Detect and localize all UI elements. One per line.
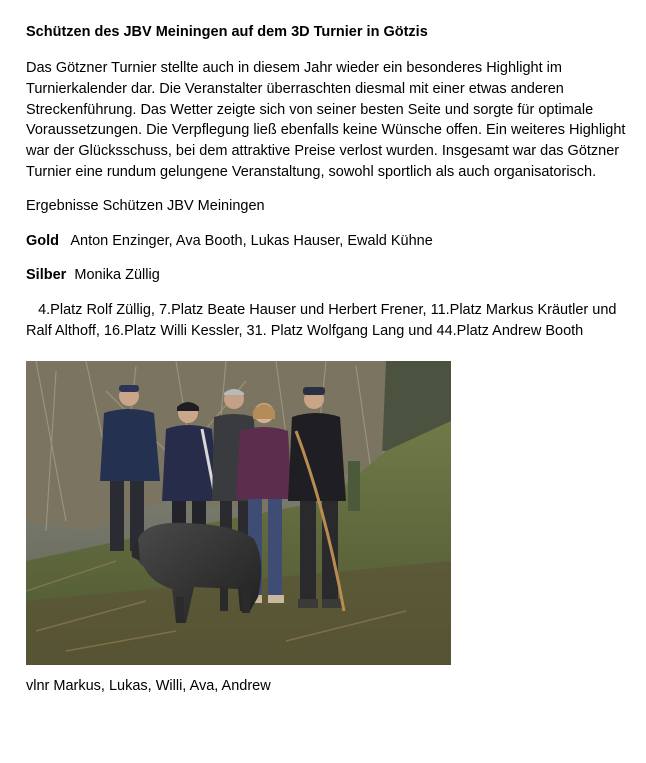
article	[26, 22, 626, 710]
placings-text	[26, 300, 626, 342]
results-heading: Ergebnisse Schützen JBV Meiningen	[26, 197, 265, 214]
placings-list: 4.Platz Rolf Züllig, 7.Platz Beate Hauser und Herbert Frener, 11.Platz Markus Kräutler und Ralf Althoff, 16.Platz Willi Kessler, 31. Platz Wolfgang Lang und 44.Platz Andrew Booth	[26, 302, 617, 339]
silver-line	[26, 265, 626, 286]
silver-label: Silber	[26, 267, 67, 284]
gold-line	[26, 231, 626, 252]
team-photo	[26, 361, 451, 665]
photo-caption: vlnr Markus, Lukas, Willi, Ava, Andrew	[26, 677, 271, 694]
team-photo-illustration	[26, 361, 451, 665]
gold-names: Anton Enzinger, Ava Booth, Lukas Hauser, Ewald Kühne	[70, 232, 433, 249]
article-title: Schützen des JBV Meiningen auf dem 3D Turnier in Götzis	[26, 24, 428, 40]
article-intro: Das Götzner Turnier stellte auch in diesem Jahr wieder ein besonderes Highlight im Turnierkalender dar. Die Veranstalter überraschten diesmal mit einer etwas anderen Streckenführung. Das Wetter zeigte sich von seiner besten Seite und sorgte für optimale Voraussetzungen. Die Verpflegung ließ ebenfalls keine Wünsche offen. Ein weiteres Highlight war der Glücksschuss, bei dem attraktive Preise verlost wurden. Insgesamt war das Götzner Turnier eine rundum gelungene Veranstaltung, sowohl sportlich als auch organisatorisch.	[26, 60, 626, 180]
silver-names: Monika Züllig	[74, 267, 160, 284]
gold-label: Gold	[26, 232, 60, 249]
